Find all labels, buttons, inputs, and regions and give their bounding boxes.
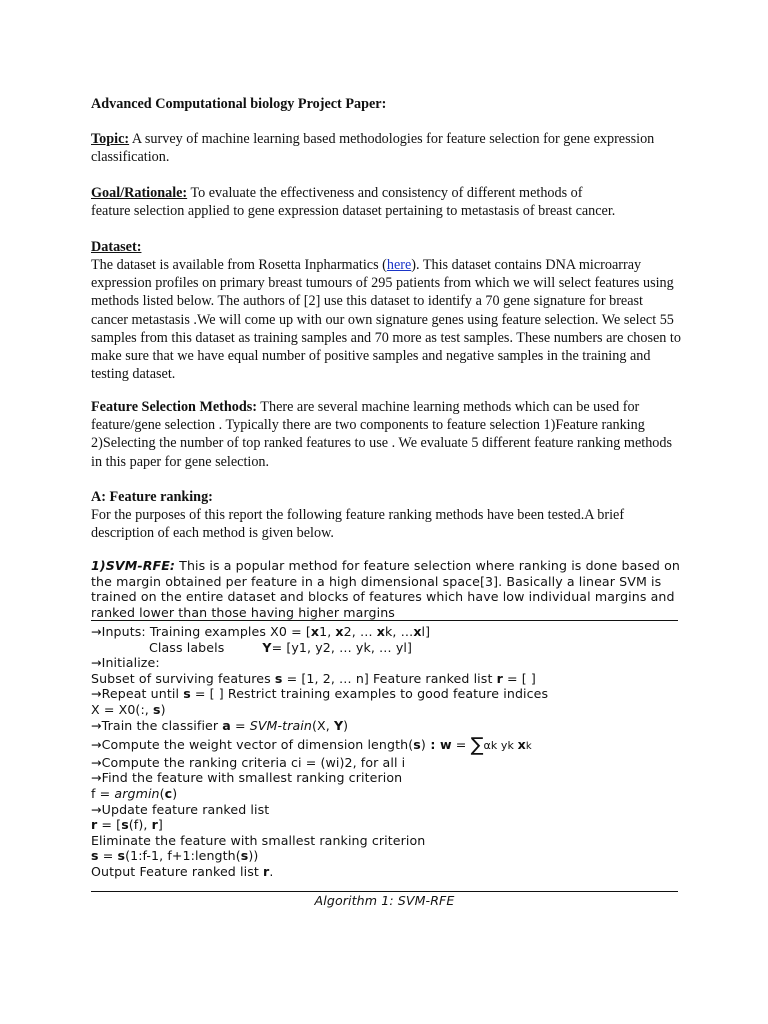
algo-output-line: Output Feature ranked list r.	[91, 863, 274, 879]
svm-rfe-text: This is a popular method for feature selection where ranking is done based on the margin obtained per feature in a high dimensional space[3]. Basically a linear SVM is trained on the entire dataset and blocks of features which have low individual margins and ranked lower than those having higher margins	[91, 558, 681, 620]
algo-update-line: →Update feature ranked list	[91, 801, 270, 817]
svm-rfe-paragraph	[91, 558, 681, 620]
algo-s-line: s = s(1:f-1, f+1:length(s))	[91, 848, 259, 864]
dataset-heading: Dataset:	[91, 239, 142, 255]
svm-rfe-label: 1)SVM-RFE:	[91, 558, 176, 573]
algo-weight-line: →Compute the weight vector of dimension length(s) : w = ∑αk yk xk	[91, 734, 532, 757]
algorithm-bottom-rule	[91, 891, 678, 892]
algorithm-box	[91, 624, 681, 880]
methods-text: There are several machine learning methods which can be used for feature/gene selection . Typically there are two components to feature selection 1)Feature ranking 2)Selecting the number of top ranked features to use . We evaluate 5 different feature ranking methods in this paper for gene selection.	[91, 399, 672, 470]
algo-inputs-line: →Inputs: Training examples X0 = [x1, x2, … xk, …xl]	[91, 624, 431, 639]
algorithm-top-rule	[91, 620, 678, 621]
goal-label: Goal/Rationale:	[91, 185, 188, 201]
topic-text: A survey of machine learning based methodologies for feature selection for gene expression classification.	[91, 131, 655, 166]
algo-subset-line: Subset of surviving features s = [1, 2, … n] Feature ranked list r = [ ]	[91, 670, 536, 686]
paper-title: Advanced Computational biology Project Paper:	[91, 96, 387, 112]
algo-eliminate-line: Eliminate the feature with smallest ranking criterion	[91, 832, 426, 848]
algo-repeat-line: →Repeat until s = [ ] Restrict training examples to good feature indices	[91, 686, 549, 702]
methods-paragraph	[91, 398, 681, 471]
algo-x-line: X = X0(:, s)	[91, 701, 166, 717]
methods-label: Feature Selection Methods:	[91, 399, 258, 415]
topic-label: Topic:	[91, 131, 130, 147]
topic-paragraph	[91, 130, 681, 166]
algo-r-line: r = [s(f), r]	[91, 817, 163, 833]
goal-paragraph	[91, 184, 681, 220]
dataset-paragraph	[91, 256, 681, 383]
goal-text-line2: feature selection applied to gene expression dataset pertaining to metastasis of breast cancer.	[91, 203, 616, 220]
ranking-heading: A: Feature ranking:	[91, 489, 213, 505]
algo-criteria-line: →Compute the ranking criteria ci = (wi)2, for all i	[91, 754, 406, 770]
algo-train-line: →Train the classifier a = SVM-train(X, Y)	[91, 717, 349, 733]
dataset-text-1: The dataset is available from Rosetta Inpharmatics (	[91, 257, 387, 273]
ranking-paragraph: For the purposes of this report the following feature ranking methods have been tested.A brief description of each method is given below.	[91, 507, 625, 542]
algo-argmin-line: f = argmin(c)	[91, 785, 178, 801]
goal-text-line1: To evaluate the effectiveness and consistency of different methods of	[187, 185, 583, 201]
algo-initialize-line: →Initialize:	[91, 655, 160, 671]
algo-find-line: →Find the feature with smallest ranking criterion	[91, 770, 403, 786]
algo-class-labels-line: Class labels Y= [y1, y2, … yk, … yl]	[149, 639, 413, 655]
algorithm-caption: Algorithm 1: SVM-RFE	[314, 893, 455, 908]
dataset-link[interactable]: here	[386, 257, 412, 273]
dataset-text-2: ). This dataset contains DNA microarray expression profiles on primary breast tumours of 295 patients from which we will select features using methods listed below. The authors of [2] use this dataset to identify a 70 gene signature for breast cancer metastasis .We will come up with our own signature genes using feature selection. We select 55 samples from this dataset as training samples and 70 more as test samples. These numbers are chosen to make sure that we have equal number of positive samples and negative samples in the training and testing dataset.	[91, 257, 681, 383]
